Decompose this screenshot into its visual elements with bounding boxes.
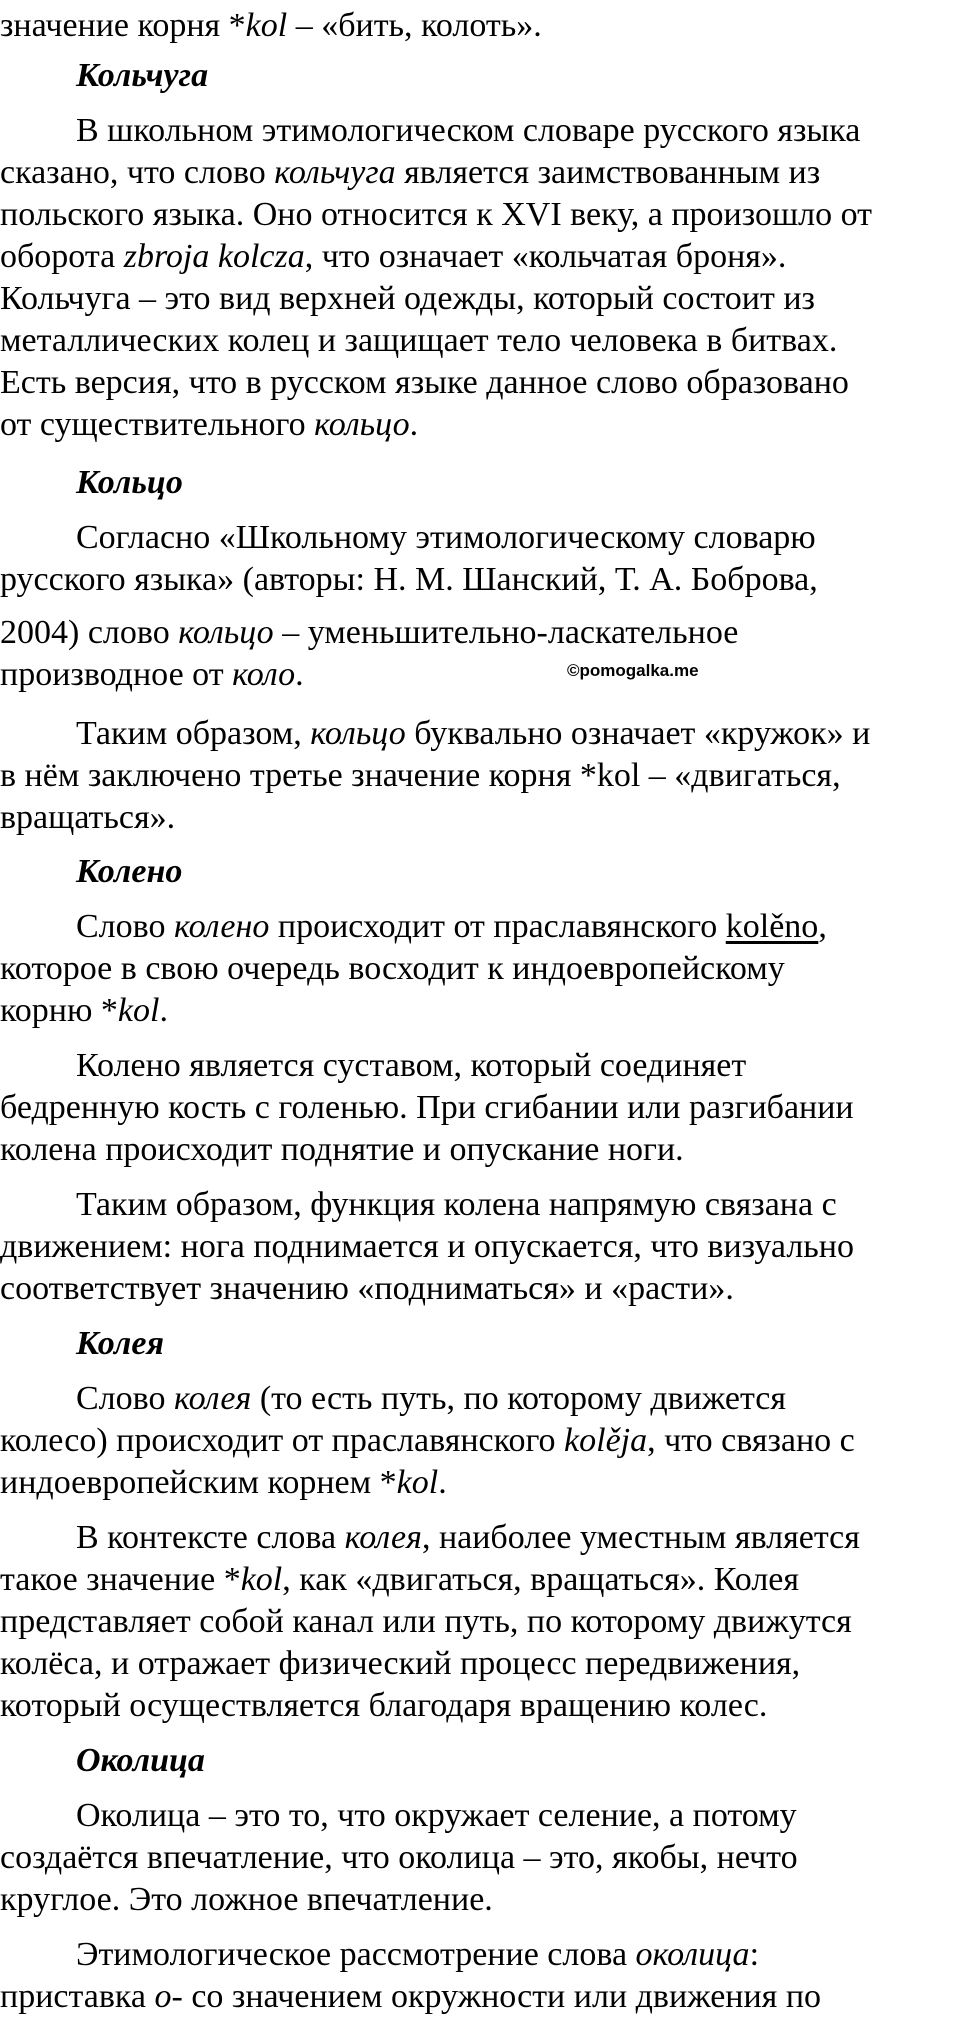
italic-term: kol bbox=[117, 992, 160, 1029]
italic-term: кольчуга bbox=[274, 154, 396, 191]
watermark: ©pomogalka.me bbox=[567, 661, 699, 680]
text-segment: , что означает «кольчатая броня». bbox=[304, 238, 787, 275]
italic-term: околица bbox=[635, 1936, 750, 1973]
text-segment: является заимствованным из bbox=[395, 154, 821, 191]
text-segment: , как «двигаться, вращаться». Колея bbox=[282, 1561, 800, 1598]
underlined-term: kolěno bbox=[725, 908, 819, 945]
paragraph-line: круглое. Это ложное впечатление. bbox=[0, 1881, 493, 1918]
text-segment: . bbox=[438, 1464, 447, 1501]
section-heading-kolchuga: Кольчуга bbox=[76, 57, 209, 94]
text-segment: . bbox=[409, 406, 419, 443]
paragraph-line bbox=[76, 1934, 759, 1976]
text-segment: индоевропейским корнем * bbox=[0, 1464, 397, 1501]
italic-term: колея bbox=[344, 1519, 422, 1556]
section-heading-okolitsa: Околица bbox=[76, 1742, 205, 1779]
text-segment: корню * bbox=[0, 992, 118, 1029]
paragraph-line: металлических колец и защищает тело человека в битвах. bbox=[0, 322, 838, 359]
text-segment: : bbox=[749, 1936, 760, 1973]
paragraph-line: вращаться». bbox=[0, 799, 176, 836]
text-segment: – «бить, колоть». bbox=[287, 7, 542, 44]
paragraph-line bbox=[76, 1378, 786, 1420]
text-segment: В контексте слова bbox=[76, 1519, 345, 1556]
paragraph-line bbox=[0, 1462, 447, 1504]
text-segment: , наиболее уместным является bbox=[421, 1519, 860, 1556]
text-segment: Слово bbox=[76, 908, 174, 945]
paragraph-line bbox=[76, 713, 870, 755]
text-segment: Слово bbox=[76, 1380, 174, 1417]
text-segment: колесо) происходит от праславянского bbox=[0, 1422, 565, 1459]
paragraph-line: представляет собой канал или путь, по которому движутся bbox=[0, 1603, 852, 1640]
paragraph-line bbox=[0, 152, 820, 194]
paragraph-line bbox=[0, 236, 786, 278]
paragraph-line: Колено является суставом, который соединяет bbox=[76, 1047, 747, 1084]
text-segment: – уменьшительно-ласкательное bbox=[273, 614, 739, 651]
italic-term: колея bbox=[173, 1380, 252, 1417]
paragraph-line: в нём заключено третье значение корня *kol – «двигаться, bbox=[0, 757, 841, 794]
paragraph-line bbox=[0, 1420, 855, 1462]
text-segment: - со значением окружности или движения по bbox=[171, 1978, 822, 2015]
italic-term: колено bbox=[173, 908, 270, 945]
paragraph-line: создаётся впечатление, что околица – это, якобы, нечто bbox=[0, 1839, 798, 1876]
text-segment: такое значение * bbox=[0, 1561, 241, 1598]
paragraph-line bbox=[0, 1559, 799, 1601]
text-segment: производное от bbox=[0, 656, 233, 693]
text-segment: . bbox=[295, 656, 304, 693]
text-segment: . bbox=[159, 992, 168, 1029]
text-segment: , bbox=[818, 908, 827, 945]
text-segment: оборота bbox=[0, 238, 124, 275]
paragraph-line: Есть версия, что в русском языке данное слово образовано bbox=[0, 364, 849, 401]
paragraph-line bbox=[0, 404, 418, 446]
section-heading-koleya: Колея bbox=[76, 1325, 164, 1362]
italic-term: kolěja bbox=[564, 1422, 648, 1459]
paragraph-line: бедренную кость с голенью. При сгибании или разгибании bbox=[0, 1089, 854, 1126]
paragraph-line: Околица – это то, что окружает селение, а потому bbox=[76, 1797, 797, 1834]
text-segment: , что связано с bbox=[647, 1422, 855, 1459]
paragraph-line bbox=[76, 906, 827, 948]
text-segment: от существительного bbox=[0, 406, 315, 443]
italic-term: коло bbox=[232, 656, 296, 693]
paragraph-line: Согласно «Школьному этимологическому словарю bbox=[76, 519, 816, 556]
text-segment: значение корня * bbox=[0, 7, 246, 44]
italic-term: о bbox=[154, 1978, 172, 2015]
italic-term: kol bbox=[245, 7, 288, 44]
paragraph-line: который осуществляется благодаря вращению колес. bbox=[0, 1687, 768, 1724]
section-heading-koltso: Кольцо bbox=[76, 464, 183, 501]
italic-term: kol bbox=[396, 1464, 439, 1501]
paragraph-line bbox=[0, 612, 738, 654]
section-heading-koleno: Колено bbox=[76, 853, 183, 890]
text-segment: происходит от праславянского bbox=[269, 908, 726, 945]
text-segment: Таким образом, bbox=[76, 715, 311, 752]
paragraph-line bbox=[76, 1517, 860, 1559]
paragraph-line bbox=[0, 990, 168, 1032]
paragraph-line: Кольчуга – это вид верхней одежды, который состоит из bbox=[0, 280, 815, 317]
paragraph-line bbox=[0, 1976, 821, 2018]
italic-term: kol bbox=[240, 1561, 283, 1598]
paragraph-line: русского языка» (авторы: Н. М. Шанский, Т. А. Боброва, bbox=[0, 561, 818, 598]
paragraph-line: соответствует значению «подниматься» и «расти». bbox=[0, 1270, 734, 1307]
paragraph-line: которое в свою очередь восходит к индоевропейскому bbox=[0, 950, 785, 987]
text-segment: Этимологическое рассмотрение слова bbox=[76, 1936, 636, 1973]
text-segment: приставка bbox=[0, 1978, 155, 2015]
paragraph-line: движением: нога поднимается и опускается, что визуально bbox=[0, 1228, 854, 1265]
text-segment: (то есть путь, по которому движется bbox=[251, 1380, 786, 1417]
intro-line bbox=[0, 5, 542, 47]
paragraph-line: колёса, и отражает физический процесс передвижения, bbox=[0, 1645, 801, 1682]
italic-term: кольцо bbox=[178, 614, 274, 651]
italic-term: zbroja kolcza bbox=[123, 238, 305, 275]
italic-term: кольцо bbox=[310, 715, 406, 752]
text-segment: буквально означает «кружок» и bbox=[405, 715, 871, 752]
paragraph-line bbox=[0, 654, 304, 696]
paragraph-line: колена происходит поднятие и опускание ноги. bbox=[0, 1131, 684, 1168]
text-segment: 2004) слово bbox=[0, 614, 179, 651]
italic-term: кольцо bbox=[314, 406, 410, 443]
paragraph-line: Таким образом, функция колена напрямую связана с bbox=[76, 1186, 837, 1223]
text-segment: сказано, что слово bbox=[0, 154, 275, 191]
paragraph-line: В школьном этимологическом словаре русского языка bbox=[76, 112, 861, 149]
paragraph-line: польского языка. Оно относится к XVI веку, а произошло от bbox=[0, 196, 872, 233]
